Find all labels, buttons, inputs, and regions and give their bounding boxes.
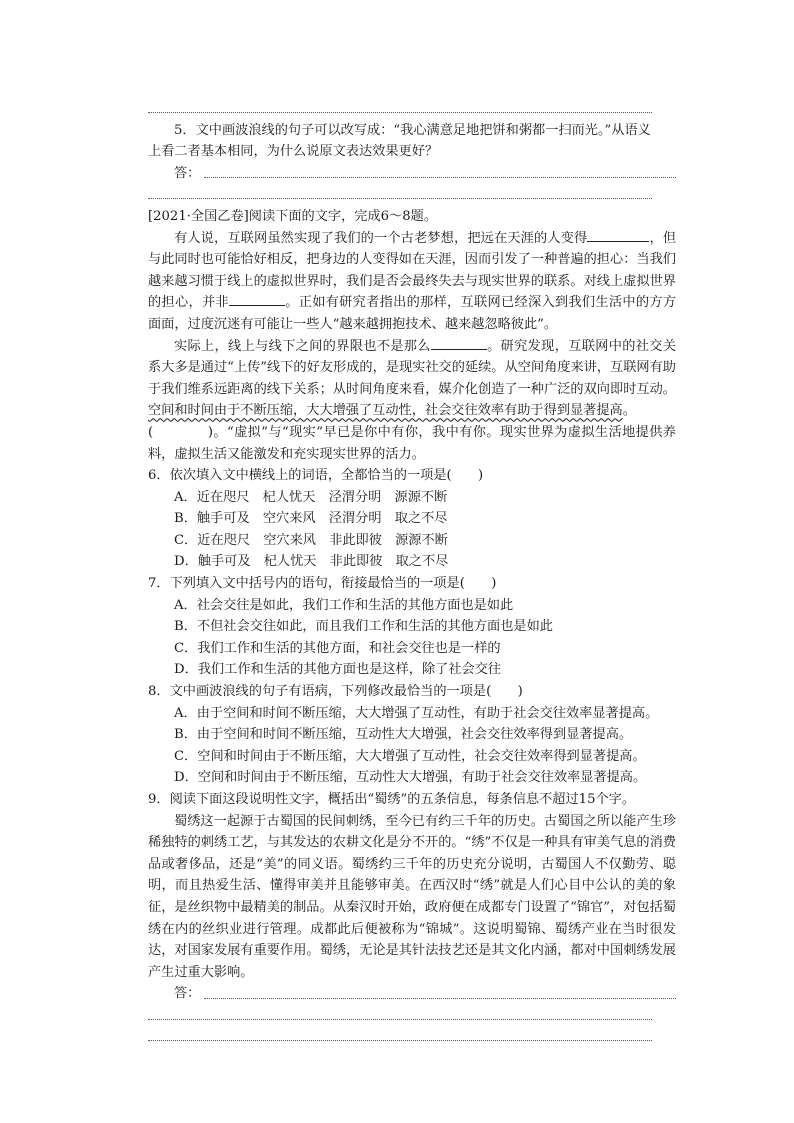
option: A．由于空间和时间不断压缩，大大增强了互动性，有助于社会交往效率显著提高。 — [174, 705, 659, 721]
fill-blank — [587, 229, 649, 242]
answer-line — [204, 177, 676, 178]
option: A．社会交往是如此，我们工作和生活的其他方面也是如此 — [174, 597, 514, 613]
answer-line — [148, 1005, 676, 1027]
passage-text: ( )。“虚拟”与“现实”早已是你中有你，我中有你。现实世界为虚拟生活地提供养料，虚拟生活又能激发和充实现实世界的活力。 — [148, 424, 676, 462]
passage-text: 。 — [622, 403, 636, 419]
option: B．触手可及 空穴来风 泾渭分明 取之不尽 — [174, 511, 448, 527]
question-8-stem: 8．文中画波浪线的句子有语病，下列修改最恰当的一项是( ) — [148, 684, 523, 700]
question-9-text: 蜀绣这一起源于古蜀国的民间刺绣，至今已有约三千年的历史。古蜀国之所以能产生珍稀独特的刺绣工艺，与其发达的农耕文化是分不开的。“绣”不仅是一种具有审美气息的消费品或奢侈品，还是“美”的同义语。蜀绣约三千年的历史充分说明，古蜀国人不仅勤劳、聪明，而且热爱生活、懂得审美并且能够审美。在西汉时“绣”就是人们心目中公认的美的象征，是丝织物中最精美的制品。从秦汉时开始，政府便在成都专门设置了“锦官”，对包括蜀绣在内的丝织业进行管理。成都此后便被称为“锦城”。这说明蜀锦、蜀绣产业在当时很发达，对国家发展有重要作用。蜀绣，无论是其针法技艺还是其文化内涵，都对中国刺绣发展产生过重大影响。 — [148, 813, 676, 980]
option: A．近在咫尺 杞人忧天 泾渭分明 源源不断 — [174, 489, 448, 505]
passage-text: 。正如有研究者指出的那样，互联网已经深入到我们生活中的方方面面，过度沉迷有可能让一些人“越来越拥抱技术、越来越忽略彼此”。 — [148, 295, 677, 332]
passage-text: ，但与此同时也可能恰好相反，把身边的人变得如在天涯，因而引发了一种普遍的担心：当我们越来越习惯于线上的虚拟世界时，我们是否会最终失去与现实世界的联系。对线上虚拟世界的担心，并非 — [148, 230, 677, 311]
question-5-line-2: 上看二者基本相同，为什么说原文表达效果更好？ — [148, 144, 439, 160]
question-7-stem: 7．下列填入文中括号内的语句，衔接最恰当的一项是( ) — [148, 576, 497, 592]
passage-text: 实际上，线上与线下之间的界限也不是那么 — [174, 338, 431, 354]
question-6-stem: 6．依次填入文中横线上的词语，全都恰当的一项是( ) — [148, 468, 484, 484]
passage-paragraph-2 — [148, 336, 676, 466]
option: B．由于空间和时间不断压缩，互动性大大增强，社会交往效率得到显著提高。 — [174, 727, 633, 743]
passage-paragraph-1 — [148, 228, 676, 336]
option: C．空间和时间由于不断压缩，大大增强了互动性，社会交往效率得到显著提高。 — [174, 748, 646, 764]
fill-blank — [431, 337, 487, 350]
option: D．空间和时间由于不断压缩，互动性大大增强，有助于社会交往效率显著提高。 — [174, 770, 647, 786]
answer-label: 答： — [174, 986, 201, 1002]
answer-line — [148, 1027, 676, 1049]
answer-line — [148, 98, 676, 120]
option: C．近在咫尺 空穴来风 非此即彼 源源不断 — [174, 532, 448, 548]
option: B．不但社会交往如此，而且我们工作和生活的其他方面也是如此 — [174, 619, 553, 635]
answer-line — [148, 184, 676, 206]
passage-text: 有人说，互联网虽然实现了我们的一个古老梦想，把远在天涯的人变得 — [174, 230, 588, 246]
passage-text: 。研究发现，互联网中的社交关系大多是通过“上传”线下的好友形成的，是现实社交的延续。从空间角度来讲，互联网有助于我们维系远距离的线下关系；从时间角度来看，媒介化创造了一种广泛的双向即时互动。 — [148, 338, 677, 397]
option: D．触手可及 杞人忧天 非此即彼 取之不尽 — [174, 554, 449, 570]
question-5-line-1: 5．文中画波浪线的句子可以改写成：“我心满意足地把饼和粥都一扫而光。”从语义 — [174, 122, 651, 138]
question-9-stem: 9．阅读下面这段说明性文字，概括出“蜀绣”的五条信息，每条信息不超过15个字。 — [148, 792, 636, 807]
document-page — [148, 98, 676, 1048]
wavy-underlined-sentence: 空间和时间由于不断压缩，大大增强了互动性，社会交往效率有助于得到显著提高 — [148, 403, 623, 419]
question-5-answer — [148, 163, 676, 185]
answer-label: 答： — [174, 165, 201, 181]
option: D．我们工作和生活的其他方面也是这样，除了社会交往 — [174, 662, 502, 678]
question-9-answer — [148, 983, 676, 1005]
source-note: [2021·全国乙卷]阅读下面的文字，完成6～8题。 — [148, 208, 438, 224]
fill-blank — [229, 293, 285, 306]
answer-line — [204, 998, 676, 999]
option: C．我们工作和生活的其他方面，和社会交往也是一样的 — [174, 640, 501, 656]
